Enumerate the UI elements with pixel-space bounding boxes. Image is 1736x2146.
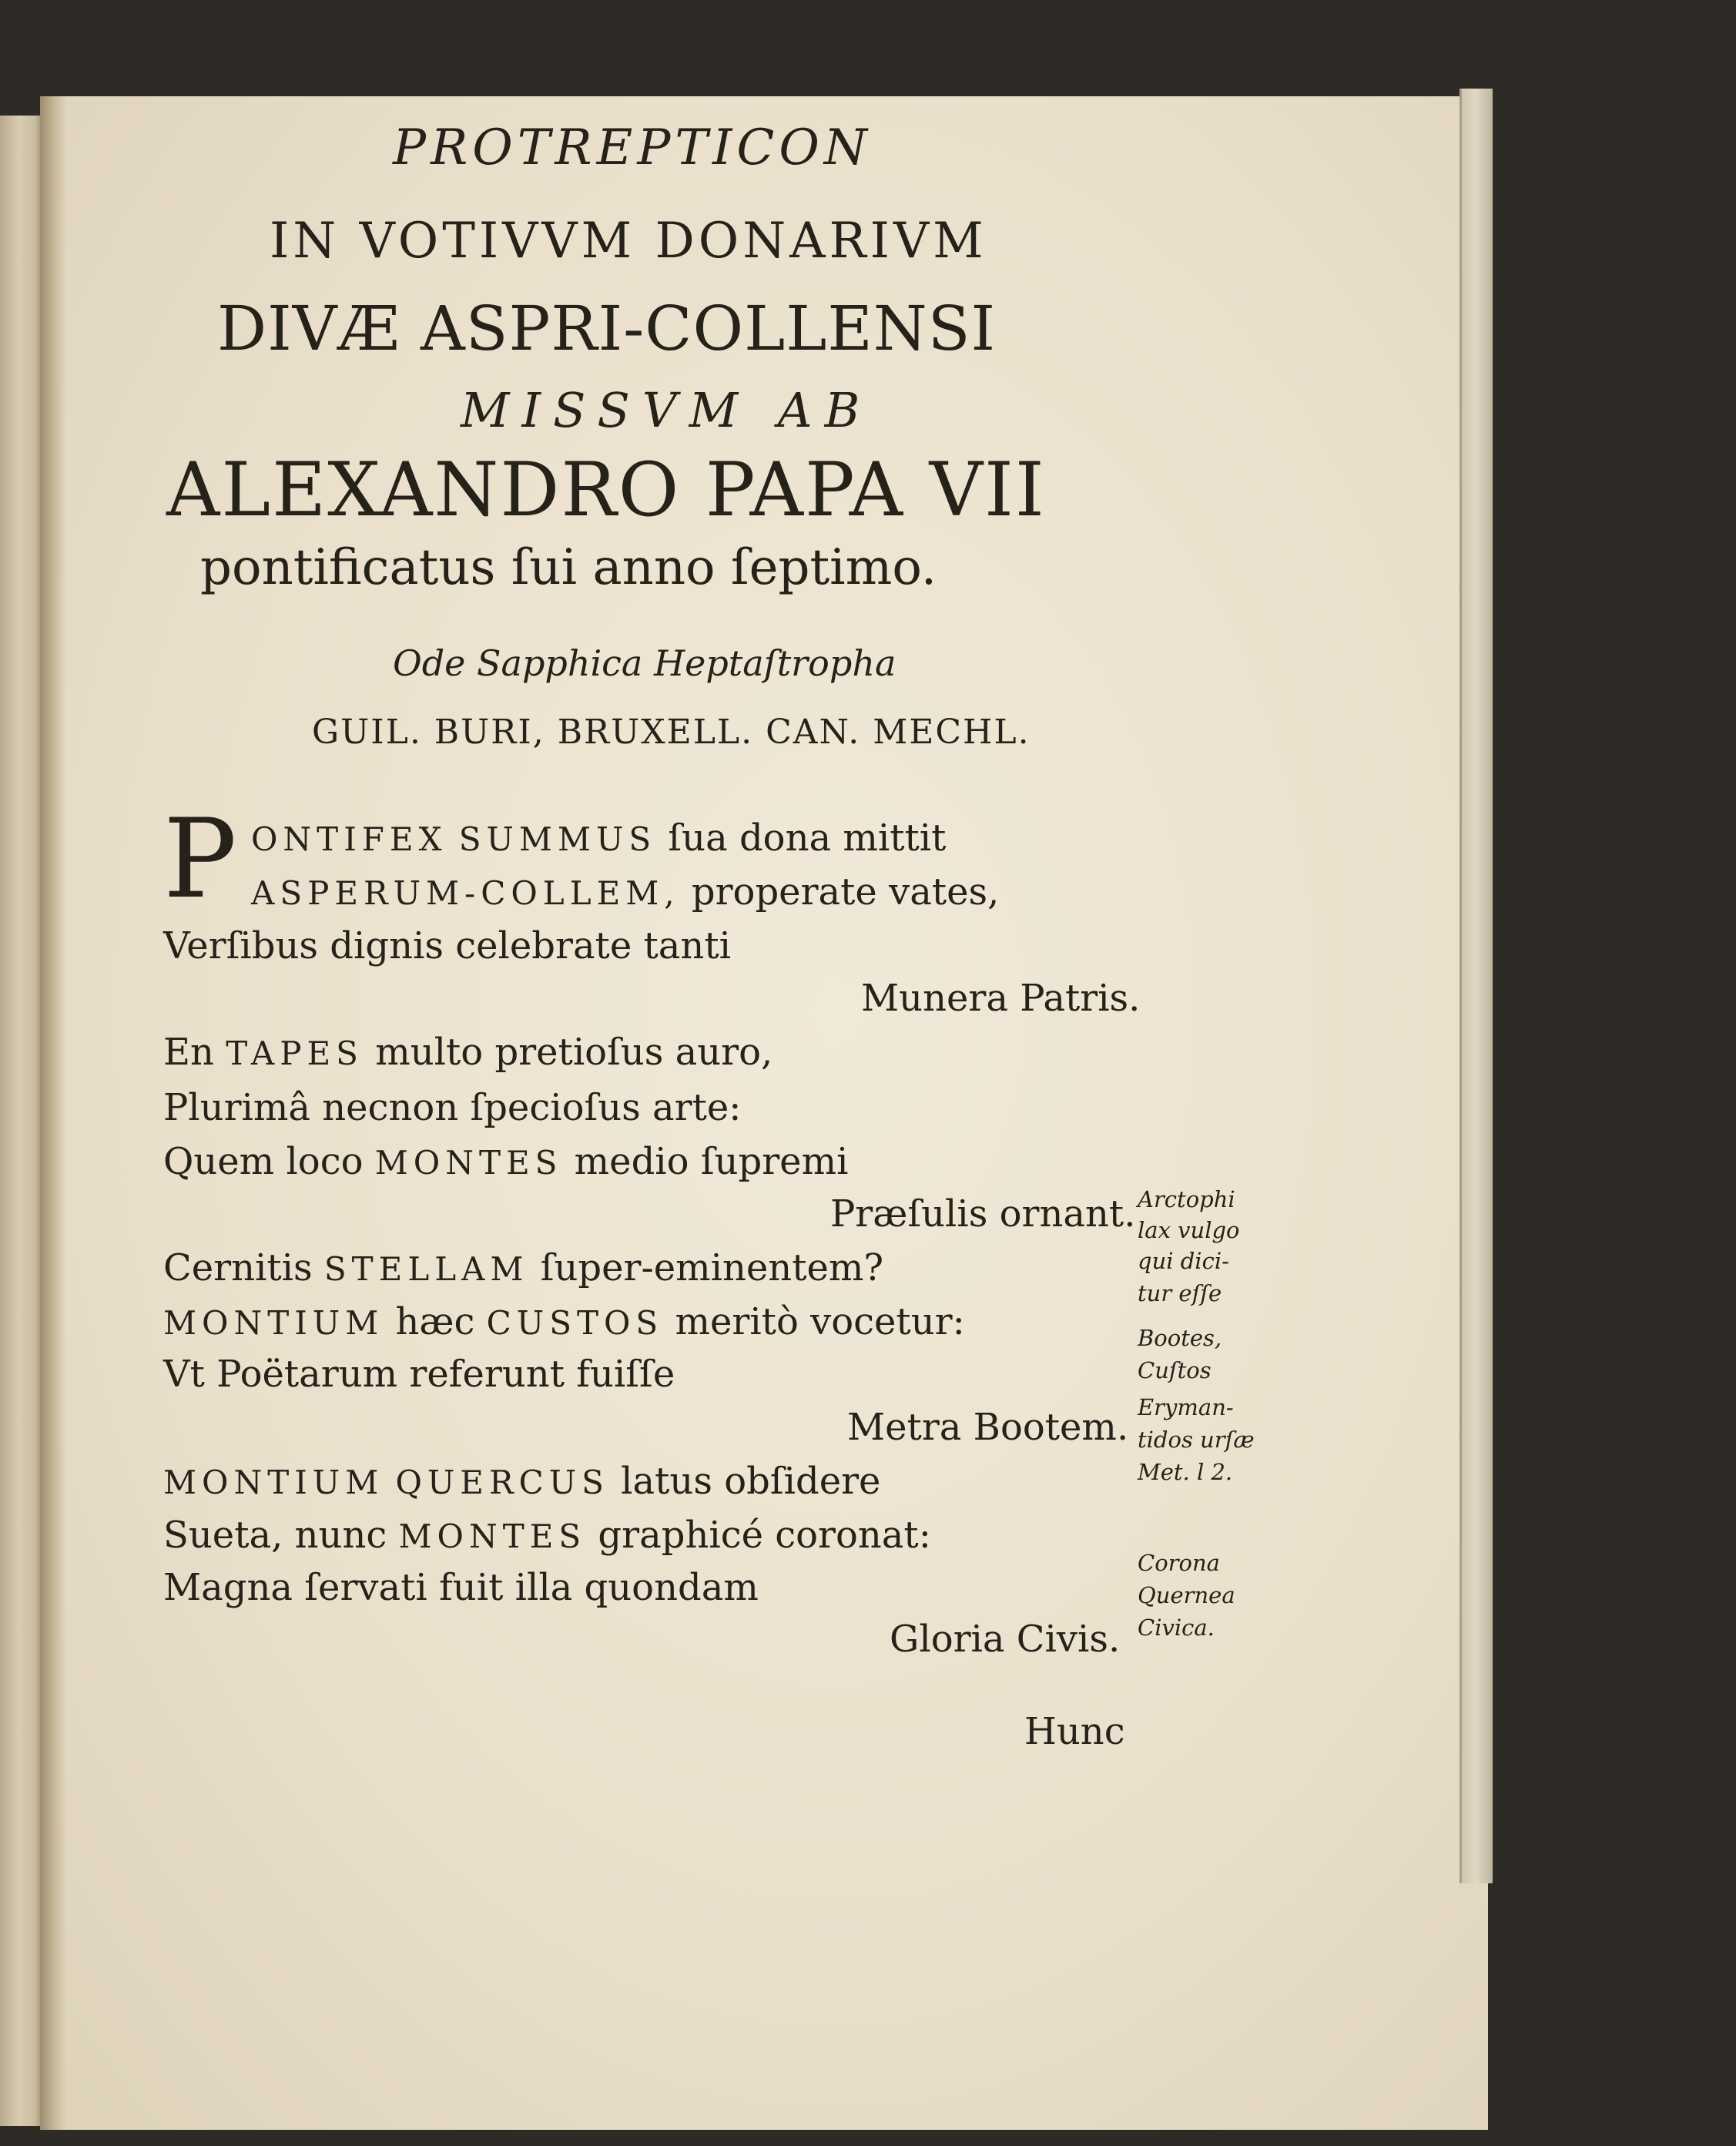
margin-note-1-line: tidos urſæ — [1138, 1427, 1255, 1453]
stanza3-line3: Vt Poëtarum referunt fuiſſe — [163, 1353, 675, 1396]
title-line-4: ALEXANDRO PAPA VII — [166, 447, 1046, 533]
stanza1-line4: Munera Patris. — [861, 977, 1141, 1020]
drop-cap: P — [163, 796, 237, 923]
margin-note-1-line: Cuſtos — [1138, 1357, 1212, 1383]
margin-note-2-line: Civica. — [1138, 1615, 1215, 1641]
stanza1-line3: Verſibus dignis celebrate tanti — [163, 924, 731, 967]
stanza3-line2: MONTIUM hæc CUSTOS meritò vocetur: — [163, 1300, 965, 1343]
stanza4-line2: Sueta, nunc MONTES graphicé coronat: — [163, 1514, 931, 1557]
stanza4-line3: Magna ſervati fuit illa quondam — [163, 1566, 759, 1609]
margin-note-1-line: Eryman- — [1138, 1394, 1234, 1420]
stanza4-line4: Gloria Civis. — [890, 1618, 1121, 1661]
author-line: GUIL. BURI, BRUXELL. CAN. MECHL. — [312, 713, 1031, 752]
stanza3-line1: Cernitis STELLAM ſuper-eminentem? — [163, 1246, 884, 1289]
title-line-2: DIVÆ ASPRI-COLLENSI — [217, 293, 997, 364]
margin-note-1-line: tur eſſe — [1138, 1280, 1222, 1306]
margin-note-1-line: lax vulgo — [1138, 1217, 1240, 1243]
title-line-5: pontificatus ſui anno ſeptimo. — [200, 539, 937, 596]
stanza1-line1: ONTIFEX SUMMUS ſua dona mittit — [251, 816, 947, 860]
stanza1-line2: ASPERUM-COLLEM, properate vates, — [251, 870, 1000, 914]
stanza2-line4: Præſulis ornant. — [830, 1192, 1136, 1236]
title-line-3: MISSVM AB — [461, 382, 873, 438]
ode-subtitle: Ode Sapphica Heptaſtropha — [393, 642, 896, 684]
page-gutter-shadow — [40, 96, 66, 2130]
margin-note-2-line: Quernea — [1138, 1582, 1235, 1608]
stanza4-line1: MONTIUM QUERCUS latus obſidere — [163, 1460, 881, 1503]
stanza2-line2: Plurimâ necnon ſpecioſus arte: — [163, 1086, 742, 1129]
margin-note-2-line: Corona — [1138, 1550, 1220, 1576]
stanza3-line4: Metra Bootem. — [847, 1406, 1129, 1449]
margin-note-1-line: Met. l 2. — [1138, 1459, 1233, 1485]
margin-note-1-line: Arctophi — [1138, 1186, 1235, 1212]
stanza2-line3: Quem loco MONTES medio ſupremi — [163, 1140, 849, 1183]
stanza2-line1: En TAPES multo pretioſus auro, — [163, 1031, 773, 1074]
right-page-edges — [1460, 89, 1493, 1883]
title-line-1: IN VOTIVVM DONARIVM — [270, 213, 987, 270]
left-page-edge — [0, 116, 46, 2126]
margin-note-1-line: qui dici- — [1138, 1248, 1229, 1274]
catchword: Hunc — [1024, 1710, 1125, 1753]
margin-note-1-line: Bootes, — [1138, 1325, 1222, 1351]
running-head: PROTREPTICON — [393, 119, 872, 176]
